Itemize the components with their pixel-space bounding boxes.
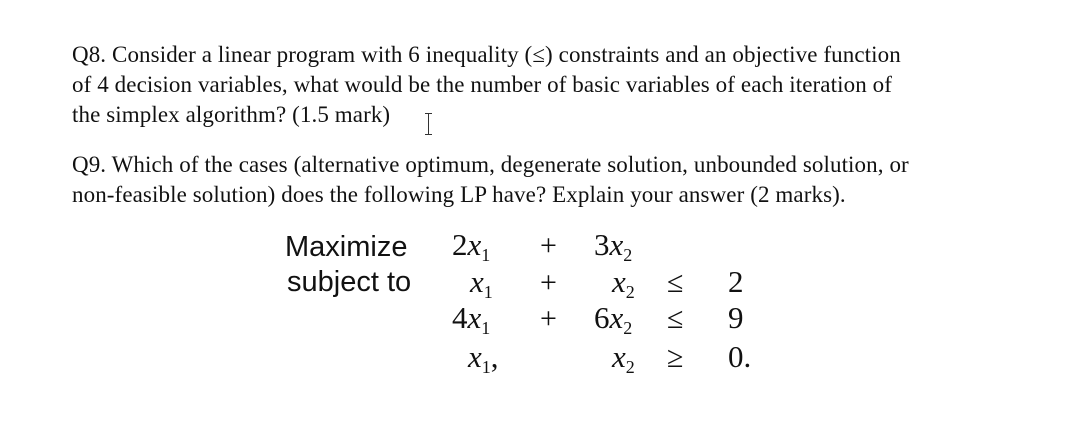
constraint-2-relation: ≤ bbox=[667, 302, 684, 335]
nonneg-term-1: $x_1$, bbox=[468, 339, 499, 377]
nonneg-term-2: $x_2$ bbox=[612, 339, 635, 377]
q8-line-3: the simplex algorithm? (1.5 mark) bbox=[72, 102, 391, 127]
objective-term-2: $3x_2$ bbox=[594, 227, 633, 265]
maximize-label: Maximize bbox=[285, 231, 408, 263]
constraint-1-term-1: $x_1$ bbox=[470, 264, 493, 302]
constraint-2-term-1: $4x_1$ bbox=[452, 300, 491, 338]
constraint-2-term-2: $6x_2$ bbox=[594, 300, 633, 338]
nonneg-relation: ≥ bbox=[667, 341, 684, 374]
q8-line-2: of 4 decision variables, what would be the number of basic variables of each iteration of bbox=[72, 72, 893, 97]
objective-operator: + bbox=[540, 229, 557, 262]
constraint-1-relation: ≤ bbox=[667, 266, 684, 299]
constraint-2-rhs: 9 bbox=[728, 300, 744, 335]
constraint-2-operator: + bbox=[540, 302, 557, 335]
q8-line-1: Q8. Consider a linear program with 6 inequality (≤) constraints and an objective function bbox=[72, 42, 901, 67]
q9-line-1: Q9. Which of the cases (alternative optimum, degenerate solution, unbounded solution, or bbox=[72, 152, 909, 177]
constraint-1-rhs: 2 bbox=[728, 264, 744, 299]
nonneg-rhs: 0. bbox=[728, 339, 752, 374]
subject-to-label: subject to bbox=[287, 266, 412, 298]
objective-term-1: $2x_1$ bbox=[452, 227, 491, 265]
q9-line-2: non-feasible solution) does the following LP have? Explain your answer (2 marks). bbox=[72, 182, 846, 207]
constraint-1-operator: + bbox=[540, 266, 557, 299]
constraint-1-term-2: $x_2$ bbox=[612, 264, 635, 302]
